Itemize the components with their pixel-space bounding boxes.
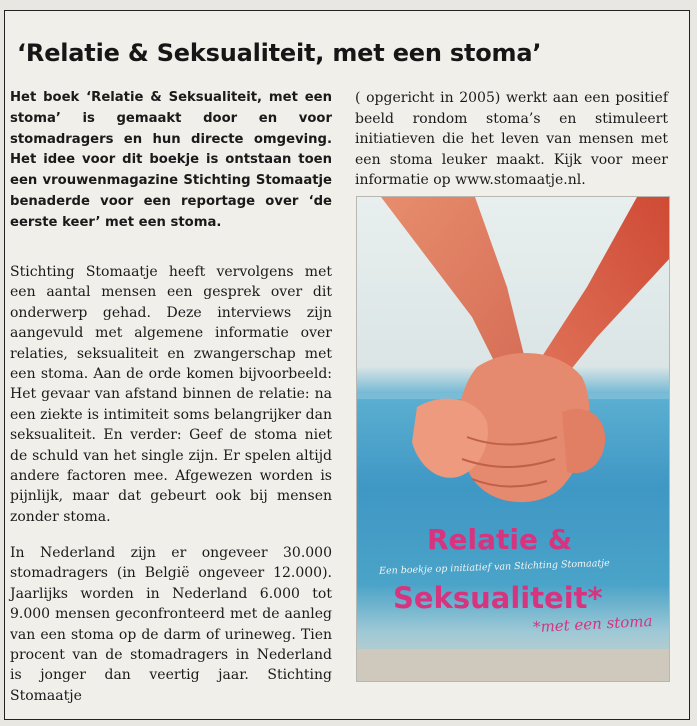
article-right-column: ( opgericht in 2005) werkt aan een positief beeld rondom stoma’s en stimuleert initiatieven die het leven van mensen met een stoma leuker maakt. Kijk voor meer informatie op www.stomaatje.nl. xyxy=(355,90,668,188)
cover-tagline: *met een stoma xyxy=(532,611,653,637)
cover-subtitle: Een boekje op initiatief van Stichting Stomaatje xyxy=(378,557,610,577)
article-title: ‘Relatie & Seksualiteit, met een stoma’ xyxy=(17,39,542,67)
cover-title-line-1: Relatie & xyxy=(427,523,573,556)
cover-title-line-2: Seksualiteit* xyxy=(393,581,603,615)
article-lead: Het boek ‘Relatie & Seksualiteit, met een stoma’ is gemaakt door en voor stomadragers en hun directe omgeving. Het idee voor dit boekje is ontstaan toen een vrouwenmagazine Stichting Stomaatje benaderde voor een reportage over ‘de eerste keer’ met een stoma. xyxy=(10,90,332,230)
book-cover-image xyxy=(356,196,670,682)
article-paragraph-2: In Nederland zijn er ongeveer 30.000 stomadragers (in België ongeveer 12.000). Jaarlijks worden in Nederland 6.000 tot 9.000 mensen geconfronteerd met de aanleg van een stoma op de darm of urineweg. Tien procent van de stomadragers in Nederland is jonger dan veertig jaar. Stichting Stomaatje xyxy=(10,545,332,704)
right-thumb xyxy=(562,409,605,473)
article-paragraph-1: Stichting Stomaatje heeft vervolgens met een aantal mensen een gesprek over dit onderwerp gehad. Deze interviews zijn aangevuld met algemene informatie over relaties, seksualiteit en zwangerschap met een stoma. Aan de orde komen bijvoorbeeld: Het gevaar van afstand binnen de relatie: na een ziekte is intimiteit soms belangrijker dan seksualiteit. En verder: Geef de stoma niet de schuld van het single zijn. Er spelen altijd andere factoren mee. Afgewezen worden is pijnlijk, maar dat gebeurt ook bij mensen zonder stoma. xyxy=(10,264,332,525)
pebble-beach xyxy=(357,649,670,682)
